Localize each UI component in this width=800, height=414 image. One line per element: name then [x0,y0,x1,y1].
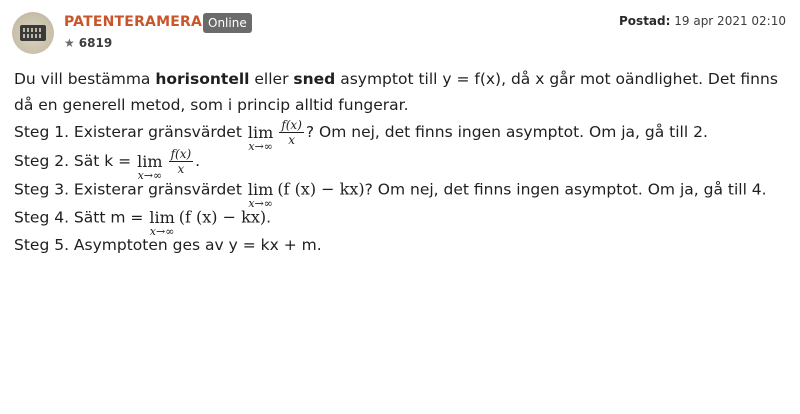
limit-argument: (f (x) − kx) [277,179,365,199]
step-1 [14,118,790,153]
lim-operator: lim [149,208,175,227]
fraction [169,147,194,176]
intro-text-1: Du vill bestämma [14,70,156,88]
step4-prefix: Steg 4. Sätt m = [14,208,144,227]
step-3 [14,176,790,210]
limit-expression [248,182,273,210]
fraction [279,118,304,147]
lim-operator: lim [247,122,274,142]
limit-argument: (f (x) − kx) [178,207,267,227]
fraction-denominator: x [288,133,295,147]
lim-subscript: x→∞ [248,139,273,153]
lim-subscript: x→∞ [137,168,163,182]
limit-expression [149,210,174,238]
fraction-numerator: f(x) [170,147,192,161]
user-points [64,36,112,50]
user-avatar[interactable] [12,12,54,54]
step2-prefix: Steg 2. Sät k = [14,152,132,170]
fraction-numerator: f(x) [281,118,302,132]
lim-operator: lim [247,180,274,199]
intro-text-3: asymptot till y = f(x), då x går mot oändlighet. Det finns då en generell metod, som i princip alltid fungerar. [14,70,778,114]
step-5: Steg 5. Asymptoten ges av y = kx + m. [14,236,322,254]
step2-suffix: . [195,152,201,170]
intro-paragraph [14,66,790,118]
posted-timestamp [619,14,786,28]
intro-bold-horisontell: horisontell [155,70,250,88]
points-value: 6819 [78,36,113,50]
step1-suffix: ? Om nej, det finns ingen asymptot. Om ja, gå till 2. [305,123,708,141]
step-2 [14,147,790,182]
lim-operator: lim [137,151,163,171]
step3-prefix: Steg 3. Existerar gränsvärdet [14,180,242,199]
lim-subscript: x→∞ [149,225,175,238]
step4-suffix: . [266,208,272,227]
fraction-denominator: x [177,162,185,176]
intro-text-2: eller [249,70,294,88]
online-status-badge: Online [203,13,252,33]
intro-bold-sned: sned [293,70,336,88]
limit-expression [247,122,274,153]
limit-expression [137,151,163,182]
posted-date: 19 apr 2021 02:10 [674,14,786,28]
post-content [14,66,790,258]
star-icon: ★ [64,36,75,50]
author-name[interactable]: PATENTERAMERA [64,14,202,30]
posted-label: Postad: [619,14,671,28]
step1-prefix: Steg 1. Existerar gränsvärdet [14,123,242,141]
typewriter-icon [20,25,46,41]
lim-subscript: x→∞ [248,197,273,210]
step3-suffix: ? Om nej, det finns ingen asymptot. Om ja, gå till 4. [364,180,767,199]
step-4 [14,204,790,238]
